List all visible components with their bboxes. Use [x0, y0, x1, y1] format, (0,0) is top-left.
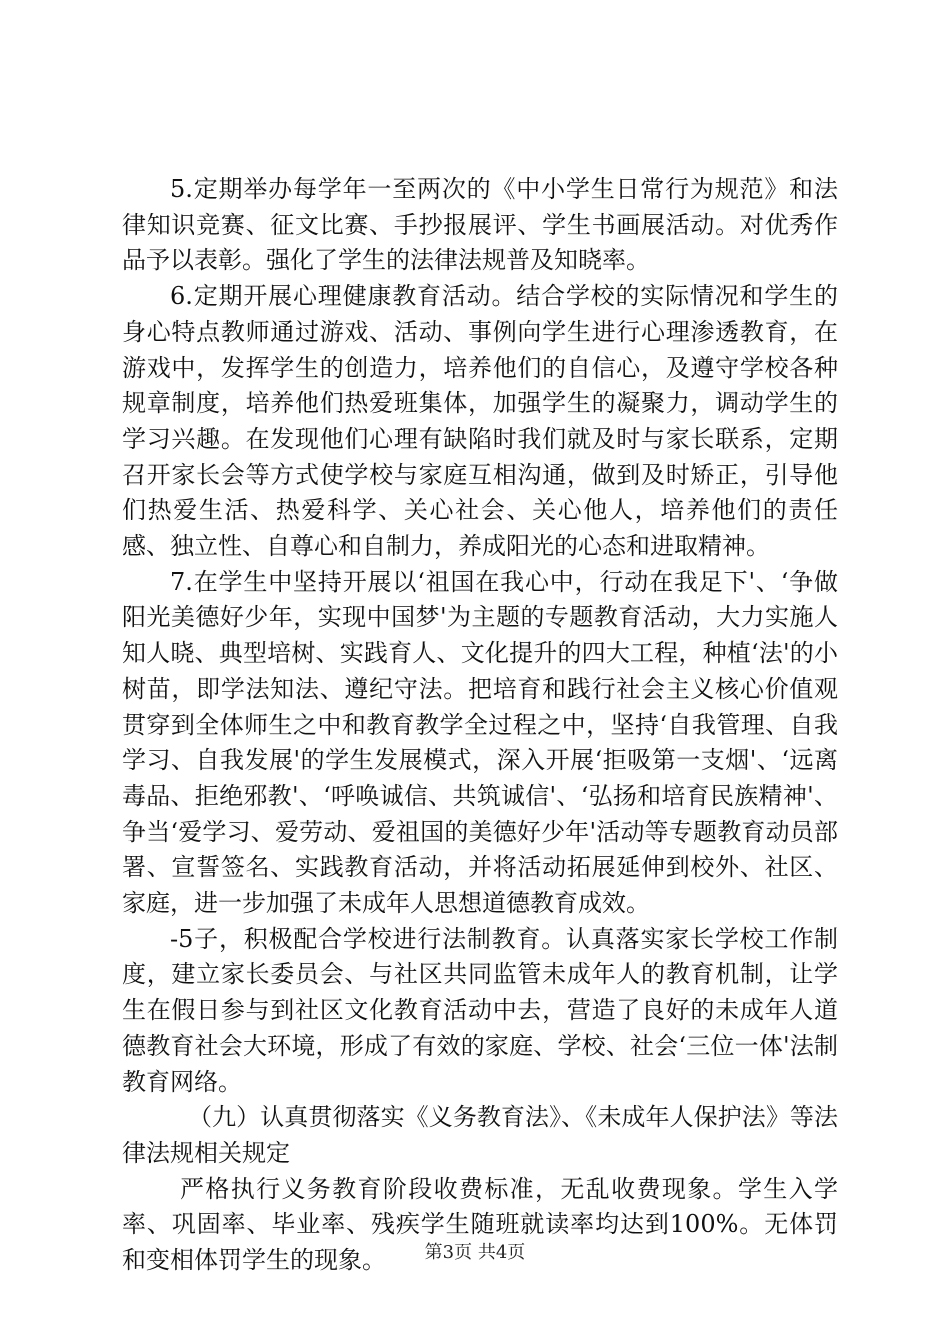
page-number-footer: 第3页 共4页: [424, 1242, 526, 1263]
paragraph-item-6: 6.定期开展心理健康教育活动。结合学校的实际情况和学生的身心特点教师通过游戏、活动、事例向学生进行心理渗透教育，在游戏中，发挥学生的创造力，培养他们的自信心，及遵守学校各种规章制度，培养他们热爱班集体，加强学生的凝聚力，调动学生的学习兴趣。在发现他们心理有缺陷时我们就及时与家长联系，定期召开家长会等方式使学校与家庭互相沟通，做到及时矫正，引导他们热爱生活、热爱科学、关心社会、关心他人，培养他们的责任感、独立性、自尊心和自制力，养成阳光的心态和进取精神。: [122, 282, 838, 561]
paragraph-item-7: 7.在学生中坚持开展以‘祖国在我心中，行动在我足下'、‘争做阳光美德好少年，实现中国梦'为主题的专题教育活动，大力实施人知人晓、典型培树、实践育人、文化提升的四大工程，种植‘法'的小树苗，即学法知法、遵纪守法。把培育和践行社会主义核心价值观贯穿到全体师生之中和教育教学全过程之中，坚持‘自我管理、自我学习、自我发展'的学生发展模式，深入开展‘拒吸第一支烟'、‘远离毒品、拒绝邪教'、‘呼唤诚信、共筑诚信'、‘弘扬和培育民族精神'、争当‘爱学习、爱劳动、爱祖国的美德好少年'活动等专题教育动员部署、宣誓签名、实践教育活动，并将活动拓展延伸到校外、社区、家庭，进一步加强了未成年人思想道德教育成效。: [122, 567, 838, 918]
paragraph-item-5: 5.定期举办每学年一至两次的《中小学生日常行为规范》和法律知识竞赛、征文比赛、手抄报展评、学生书画展活动。对优秀作品予以表彰。强化了学生的法律法规普及知晓率。: [122, 175, 838, 275]
document-body: [122, 172, 838, 1279]
paragraph-parents: -5子，积极配合学校进行法制教育。认真落实家长学校工作制度，建立家长委员会、与社区共同监管未成年人的教育机制，让学生在假日参与到社区文化教育活动中去，营造了良好的未成年人道德教育社会大环境，形成了有效的家庭、学校、社会‘三位一体'法制教育网络。: [122, 924, 838, 1096]
paragraph-fees: 严格执行义务教育阶段收费标准，无乱收费现象。学生入学率、巩固率、毕业率、残疾学生随班就读率均达到100%。无体罚和变相体罚学生的现象。: [122, 1174, 838, 1275]
section-heading-9: （九）认真贯彻落实《义务教育法》、《未成年人保护法》等法律法规相关规定: [122, 1103, 838, 1167]
